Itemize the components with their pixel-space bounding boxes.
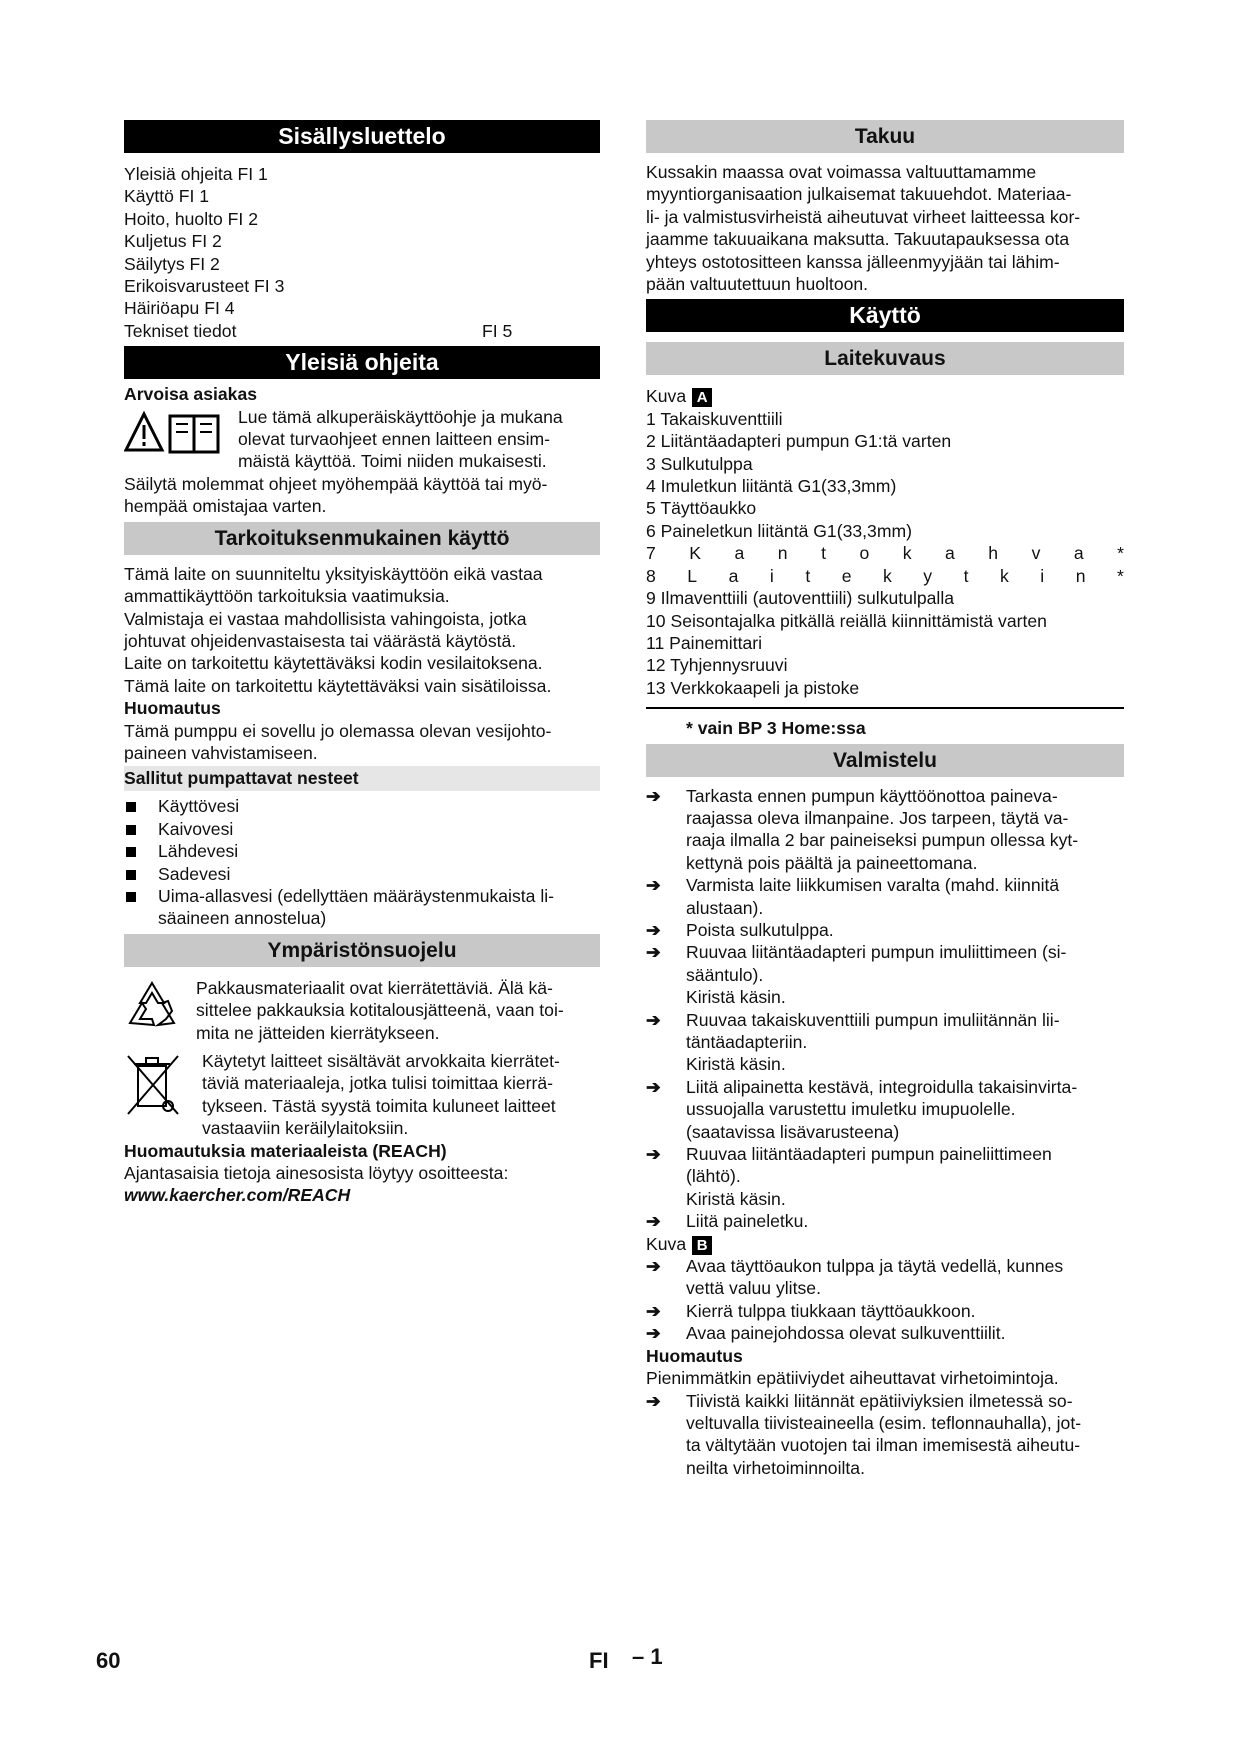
footer-section-page: – 1 xyxy=(632,1644,663,1669)
text-line: Avaa painejohdossa olevat sulkuventtiilit. xyxy=(686,1323,1006,1344)
part-char: 7 xyxy=(646,543,656,564)
part-char: * xyxy=(1117,565,1124,586)
part-item: 13 Verkkokaapeli ja pistoke xyxy=(646,677,860,698)
list-item-text xyxy=(158,863,230,885)
text-line: (lähtö). xyxy=(686,1166,741,1187)
arrow-icon: ➔ xyxy=(646,1323,661,1344)
parts-list xyxy=(646,408,1124,542)
intended-note-text xyxy=(124,720,600,765)
figure-b-badge: B xyxy=(692,1236,712,1255)
part-item: 6 Paineletkun liitäntä G1(33,3mm) xyxy=(646,520,912,541)
text-line: vettä valuu ylitse. xyxy=(686,1278,821,1299)
toc-item-page xyxy=(482,185,600,207)
toc-item-page xyxy=(482,230,600,252)
text-line: Kiristä käsin. xyxy=(686,1054,786,1075)
part-char: n xyxy=(777,543,788,564)
toc-item[interactable] xyxy=(124,163,600,185)
text-line: jaamme takuuaikana maksutta. Takuutapauksessa ota xyxy=(646,229,1070,250)
toc-item-page: FI 5 xyxy=(482,320,513,341)
text-line: Kaivovesi xyxy=(158,818,234,839)
toc-item-page xyxy=(482,275,600,297)
part-char: k xyxy=(883,565,892,586)
text-line: Ruuvaa takaiskuventtiili pumpun imuliitännän lii- xyxy=(686,1009,1060,1030)
figure-b-reference xyxy=(646,1233,1124,1255)
text-line: raaja ilmalla 2 bar paineiseksi pumpun ollessa kyt- xyxy=(686,830,1079,851)
text-line: li- ja valmistusvirheistä aiheutuvat virheet laitteessa kor- xyxy=(646,206,1081,227)
footer-language: FI xyxy=(589,1648,609,1673)
figure-a-reference xyxy=(646,385,1124,407)
text-line: Kiristä käsin. xyxy=(686,987,786,1008)
step-text xyxy=(686,1300,976,1322)
text-line: ammattikäyttöön tarkoituksia vaatimuksia. xyxy=(124,586,450,607)
step-text xyxy=(686,1076,1077,1143)
list-item-text xyxy=(158,795,239,817)
toc-item-label: Säilytys FI 2 xyxy=(124,253,220,274)
toc-item[interactable] xyxy=(124,208,600,230)
toc-item-page xyxy=(482,208,600,230)
step-item xyxy=(646,919,1124,941)
part-item xyxy=(646,565,1124,587)
toc-item[interactable] xyxy=(124,275,600,297)
step-text xyxy=(686,941,1066,1008)
arrow-icon: ➔ xyxy=(646,1076,661,1097)
step-text xyxy=(686,874,1059,919)
text-line: Ruuvaa liitäntäadapteri pumpun imuliittimeen (si- xyxy=(686,942,1067,963)
figure-a-badge: A xyxy=(692,388,712,407)
text-line: raajassa oleva ilmanpaine. Jos tarpeen, täytä va- xyxy=(686,807,1069,828)
text-line: Tämä laite on tarkoitettu käytettäväksi vain sisätiloissa. xyxy=(124,675,552,696)
bullet-square-icon xyxy=(126,892,136,902)
arrow-icon: ➔ xyxy=(646,1211,661,1232)
part-char: v xyxy=(1031,543,1041,564)
text-line: vastaaviin keräilylaitoksiin. xyxy=(202,1118,409,1139)
step-text xyxy=(686,1009,1060,1076)
list-item xyxy=(124,885,600,930)
reach-heading: Huomautuksia materiaaleista (REACH) xyxy=(124,1140,447,1161)
part-char: i xyxy=(1040,565,1045,586)
kuva-label: Kuva xyxy=(646,1233,687,1254)
filling-steps xyxy=(646,1255,1124,1345)
fluids-list xyxy=(124,795,600,929)
reach-text: Ajantasaisia tietoja ainesosista löytyy osoitteesta: xyxy=(124,1163,509,1184)
text-line: paineen vahvistamiseen. xyxy=(124,742,318,763)
text-line: Lähdevesi xyxy=(158,841,239,862)
part-char: 8 xyxy=(646,565,656,586)
part-char: * xyxy=(1117,543,1124,564)
arrow-icon: ➔ xyxy=(646,875,661,896)
text-line: johtuvat ohjeidenvastaisesta tai väärästä käytöstä. xyxy=(124,630,517,651)
step-item xyxy=(646,1322,1124,1344)
recycle-text xyxy=(196,977,564,1044)
step-item xyxy=(646,874,1124,919)
weee-text xyxy=(202,1050,560,1140)
toc-item[interactable] xyxy=(124,230,600,252)
kuva-label: Kuva xyxy=(646,386,687,407)
toc-list xyxy=(124,163,600,342)
text-line: Tämä pumppu ei sovellu jo olemassa olevan vesijohto- xyxy=(124,720,552,741)
part-char: L xyxy=(687,565,698,586)
step-item xyxy=(646,1390,1124,1480)
text-line: hempää omistajaa varten. xyxy=(124,496,327,517)
part-item: 11 Painemittari xyxy=(646,632,763,653)
part-item: 10 Seisontajalka pitkällä reiällä kiinnittämistä varten xyxy=(646,610,1047,631)
text-line: neilta virhetoiminnoilta. xyxy=(686,1457,865,1478)
step-item xyxy=(646,785,1124,875)
text-line: Liitä alipainetta kestävä, integroidulla takaisinvirta- xyxy=(686,1076,1078,1097)
recycle-icon xyxy=(124,977,180,1031)
customer-heading: Arvoisa asiakas xyxy=(124,384,258,405)
text-line: täntäadapteriin. xyxy=(686,1032,808,1052)
toc-item-page xyxy=(482,163,600,185)
operation-heading: Käyttö xyxy=(646,299,1124,332)
customer-text xyxy=(238,406,563,473)
text-line: tykseen. Tästä syystä toimita kuluneet laitteet xyxy=(202,1095,556,1116)
intended-note-heading: Huomautus xyxy=(124,698,221,719)
text-line: Ruuvaa liitäntäadapteri pumpun paineliittimeen xyxy=(686,1144,1052,1165)
part-char: K xyxy=(689,543,702,564)
right-column xyxy=(646,120,1124,1479)
list-item xyxy=(124,840,600,862)
environment-heading: Ympäristönsuojelu xyxy=(124,934,600,967)
arrow-icon: ➔ xyxy=(646,1144,661,1165)
sealing-steps xyxy=(646,1390,1124,1480)
step-text xyxy=(686,1255,1063,1300)
text-line: säaineen annostelua) xyxy=(158,908,327,929)
parts-list-spaced xyxy=(646,542,1124,587)
step-text xyxy=(686,785,1078,875)
toc-item-label: Tekniset tiedot xyxy=(124,320,237,341)
weee-notice xyxy=(124,1050,600,1140)
preparation-heading: Valmistelu xyxy=(646,744,1124,777)
part-item: 12 Tyhjennysruuvi xyxy=(646,655,788,676)
intended-use-heading: Tarkoituksenmukainen käyttö xyxy=(124,522,600,555)
toc-item-label: Kuljetus FI 2 xyxy=(124,231,222,252)
step-item xyxy=(646,1143,1124,1210)
part-item: 4 Imuletkun liitäntä G1(33,3mm) xyxy=(646,476,897,497)
text-line: pään valtuutettuun huoltoon. xyxy=(646,274,869,295)
warning-manual-icon xyxy=(124,410,234,460)
arrow-icon: ➔ xyxy=(646,942,661,963)
step-text xyxy=(686,1322,1006,1344)
text-line: Varmista laite liikkumisen varalta (mahd. kiinnitä xyxy=(686,875,1060,896)
text-line: Kiristä käsin. xyxy=(686,1188,786,1209)
text-line: sääntulo). xyxy=(686,964,764,985)
text-line: ussuojalla varustettu imuletku imupuolelle. xyxy=(686,1099,1016,1120)
list-item-text xyxy=(158,885,554,930)
step-item xyxy=(646,941,1124,1008)
text-line: Sadevesi xyxy=(158,863,231,884)
part-char: i xyxy=(769,565,774,586)
keep-text xyxy=(124,473,600,518)
text-line: mita ne jätteiden kierrätykseen. xyxy=(196,1022,440,1043)
text-line: olevat turvaohjeet ennen laitteen ensim- xyxy=(238,429,550,450)
list-item-text xyxy=(158,818,233,840)
text-line: Uima-allasvesi (edellyttäen määräystenmukaista li- xyxy=(158,885,555,906)
bullet-square-icon xyxy=(126,870,136,880)
text-line: Kussakin maassa ovat voimassa valtuuttamamme xyxy=(646,162,1037,182)
arrow-icon: ➔ xyxy=(646,785,661,806)
toc-item[interactable] xyxy=(124,253,600,275)
text-line: alustaan). xyxy=(686,897,764,918)
reach-link[interactable]: www.kaercher.com/REACH xyxy=(124,1185,351,1206)
part-char: a xyxy=(945,543,955,564)
toc-item-page xyxy=(482,253,600,275)
list-item xyxy=(124,795,600,817)
text-line: Säilytä molemmat ohjeet myöhempää käyttöä tai myö- xyxy=(124,473,548,494)
part-item: 3 Sulkutulppa xyxy=(646,453,753,474)
part-char: a xyxy=(1073,543,1084,564)
part-char: t xyxy=(821,543,826,564)
bullet-square xyxy=(124,840,158,862)
text-line: (saatavissa lisävarusteena) xyxy=(686,1121,900,1142)
step-text xyxy=(686,1143,1052,1210)
part-item xyxy=(646,542,1124,564)
text-line: Tiivistä kaikki liitännät epätiiviyksien ilmetessä so- xyxy=(686,1390,1073,1411)
list-item-text xyxy=(158,840,238,862)
device-description-heading: Laitekuvaus xyxy=(646,342,1124,375)
part-char: a xyxy=(728,565,739,586)
preparation-note-heading: Huomautus xyxy=(646,1345,743,1366)
step-item xyxy=(646,1255,1124,1300)
text-line: yhteys ostotositteen kanssa jälleenmyyjään tai lähim- xyxy=(646,251,1060,272)
text-line: Kierrä tulppa tiukkaan täyttöaukkoon. xyxy=(686,1300,976,1321)
part-item: 1 Takaiskuventtiili xyxy=(646,408,783,429)
bullet-square xyxy=(124,863,158,885)
recycle-notice xyxy=(124,977,600,1044)
bullet-square-icon xyxy=(126,825,136,835)
toc-item-label: Hoito, huolto FI 2 xyxy=(124,208,258,229)
text-line: täviä materiaaleja, jotka tulisi toimittaa kierrä- xyxy=(202,1073,554,1094)
left-column xyxy=(124,120,600,1207)
part-char: y xyxy=(923,565,933,586)
arrow-icon: ➔ xyxy=(646,919,661,940)
step-item xyxy=(646,1210,1124,1232)
warranty-heading: Takuu xyxy=(646,120,1124,153)
text-line: myyntiorganisaation julkaisemat takuuehdot. Materiaa- xyxy=(646,184,1072,205)
part-char: n xyxy=(1075,565,1086,586)
bullet-square-icon xyxy=(126,802,136,812)
text-line: Tämä laite on suunniteltu yksityiskäyttöön eikä vastaa xyxy=(124,563,543,584)
part-char: k xyxy=(902,543,912,564)
part-item: 2 Liitäntäadapteri pumpun G1:tä varten xyxy=(646,431,952,452)
arrow-icon: ➔ xyxy=(646,1256,661,1277)
toc-item[interactable] xyxy=(124,185,600,207)
text-line: Käytetyt laitteet sisältävät arvokkaita kierrätet- xyxy=(202,1051,560,1071)
text-line: mäistä käyttöä. Toimi niiden mukaisesti. xyxy=(238,451,547,472)
part-item: 5 Täyttöaukko xyxy=(646,498,757,519)
part-char: t xyxy=(805,565,811,586)
toc-item-page xyxy=(482,297,600,319)
text-line: Tarkasta ennen pumpun käyttöönottoa paineva- xyxy=(686,785,1058,806)
footnote: * vain BP 3 Home:ssa xyxy=(686,718,866,739)
divider xyxy=(646,707,1124,709)
part-char: h xyxy=(988,543,999,564)
parts-list-rest xyxy=(646,587,1124,699)
bullet-square xyxy=(124,795,158,817)
text-line: Liitä paineletku. xyxy=(686,1211,809,1232)
arrow-icon: ➔ xyxy=(646,1009,661,1030)
text-line: ta vältytään vuotojen tai ilman imemisestä aiheutu- xyxy=(686,1435,1081,1456)
part-char: a xyxy=(734,543,745,564)
toc-heading: Sisällysluettelo xyxy=(124,120,600,153)
text-line: Pakkausmateriaalit ovat kierrätettäviä. Älä kä- xyxy=(196,977,553,998)
arrow-icon: ➔ xyxy=(646,1390,661,1411)
toc-item-label: Käyttö FI 1 xyxy=(124,186,210,207)
text-line: Käyttövesi xyxy=(158,796,240,817)
step-text xyxy=(686,1390,1081,1480)
step-text xyxy=(686,919,834,941)
part-char: t xyxy=(963,565,969,586)
bullet-square xyxy=(124,885,158,930)
step-item xyxy=(646,1076,1124,1143)
list-item xyxy=(124,863,600,885)
page-number: 60 xyxy=(96,1648,121,1673)
text-line: Lue tämä alkuperäiskäyttöohje ja mukana xyxy=(238,406,563,427)
text-line: Avaa täyttöaukon tulppa ja täytä vedellä, kunnes xyxy=(686,1256,1064,1277)
general-heading: Yleisiä ohjeita xyxy=(124,346,600,379)
toc-item[interactable] xyxy=(124,320,600,342)
crossed-bin-icon xyxy=(124,1050,182,1120)
part-char: k xyxy=(999,565,1009,586)
part-char: e xyxy=(841,565,852,586)
text-line: kettynä pois päältä ja paineettomana. xyxy=(686,852,978,873)
toc-item-label: Häiriöapu FI 4 xyxy=(124,298,235,319)
warranty-text xyxy=(646,161,1124,295)
part-item: 9 Ilmaventtiili (autoventtiili) sulkutulpalla xyxy=(646,588,955,609)
text-line: Laite on tarkoitettu käytettäväksi kodin vesilaitoksena. xyxy=(124,653,543,674)
preparation-steps xyxy=(646,785,1124,1233)
text-line: Valmistaja ei vastaa mahdollisista vahingoista, jotka xyxy=(124,608,527,629)
part-char: o xyxy=(859,543,870,564)
step-item xyxy=(646,1009,1124,1076)
intended-use-text xyxy=(124,563,600,697)
toc-item[interactable] xyxy=(124,297,600,319)
list-item xyxy=(124,818,600,840)
text-line: Poista sulkutulppa. xyxy=(686,919,834,940)
text-line: sittelee pakkauksia kotitalousjätteenä, vaan toi- xyxy=(196,1000,564,1021)
text-line: veltuvalla tiivisteaineella (esim. teflonnauhalla), jot- xyxy=(686,1412,1082,1433)
fluids-heading: Sallitut pumpattavat nesteet xyxy=(124,766,600,791)
bullet-square-icon xyxy=(126,847,136,857)
toc-item-label: Erikoisvarusteet FI 3 xyxy=(124,276,285,297)
step-text xyxy=(686,1210,808,1232)
arrow-icon: ➔ xyxy=(646,1300,661,1321)
step-item xyxy=(646,1300,1124,1322)
safety-notice xyxy=(124,406,600,473)
toc-item-label: Yleisiä ohjeita FI 1 xyxy=(124,164,268,184)
bullet-square xyxy=(124,818,158,840)
preparation-note-text: Pienimmätkin epätiiviydet aiheuttavat virhetoimintoja. xyxy=(646,1368,1059,1389)
